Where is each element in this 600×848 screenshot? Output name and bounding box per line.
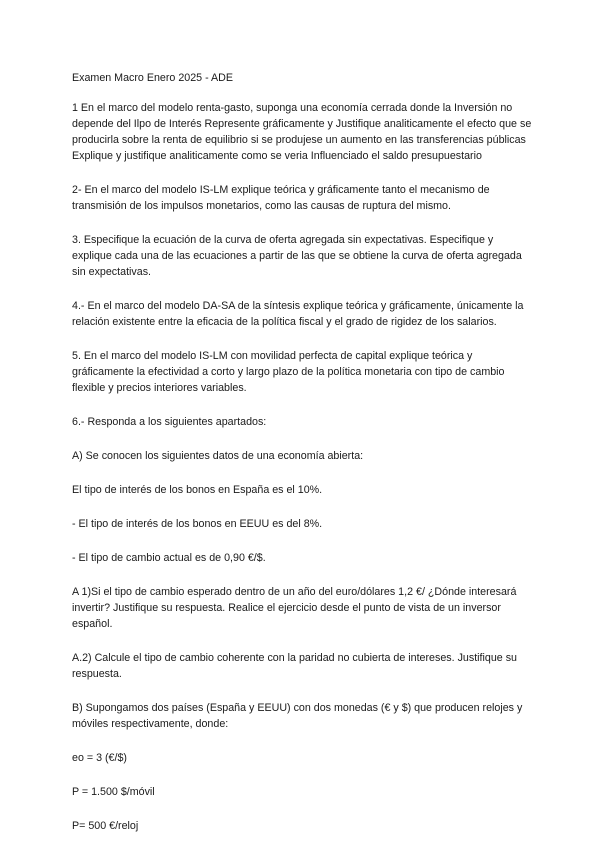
question-5: 5. En el marco del modelo IS-LM con movilidad perfecta de capital explique teórica y gráficamente la efectividad a corto y largo plazo de la política monetaria con tipo de cambio flexible y precios interiores variables. (72, 350, 505, 394)
data-line-exchange-rate: - El tipo de cambio actual es de 0,90 €/$. (72, 552, 266, 564)
question-4: 4.- En el marco del modelo DA-SA de la síntesis explique teórica y gráficamente, únicamente la relación existente entre la eficacia de la política fiscal y el grado de rigidez de los salarios. (72, 300, 524, 328)
question-a2: A.2) Calcule el tipo de cambio coherente con la paridad no cubierta de intereses. Justifique su respuesta. (72, 652, 517, 680)
section-a-intro: A) Se conocen los siguientes datos de una economía abierta: (72, 450, 364, 462)
exam-title: Examen Macro Enero 2025 - ADE (72, 72, 233, 84)
data-line-us-rate: - El tipo de interés de los bonos en EEUU es del 8%. (72, 518, 323, 530)
data-line-p-reloj: P= 500 €/reloj (72, 820, 139, 832)
data-line-spain-rate: El tipo de interés de los bonos en España es el 10%. (72, 484, 323, 496)
question-1: 1 En el marco del modelo renta-gasto, suponga una economía cerrada donde la Inversión no depende del Ilpo de Interés Represente gráficamente y Justifique analiticamente el efecto que se producirla sobre la renta de equilibrio si se produjese un aumento en las transferencias públicas Explique y justifique analiticamente como se veria Influenciado el saldo presupuestario (72, 102, 532, 162)
question-6-intro: 6.- Responda a los siguientes apartados: (72, 416, 267, 428)
question-3: 3. Especifique la ecuación de la curva de oferta agregada sin expectativas. Especifique y explique cada una de las ecuaciones a partir de las que se obtiene la curva de oferta agregada sin expectativas. (72, 234, 522, 278)
question-a1: A 1)Si el tipo de cambio esperado dentro de un año del euro/dólares 1,2 €/ ¿Dónde interesará invertir? Justifique su respuesta. Realice el ejercicio desde el punto de vista de un inversor español. (72, 586, 517, 630)
data-line-p-movil: P = 1.500 $/móvil (72, 786, 155, 798)
section-b-intro: B) Supongamos dos países (España y EEUU) con dos monedas (€ y $) que producen relojes y móviles respectivamente, donde: (72, 702, 523, 730)
data-line-eo: eo = 3 (€/$) (72, 752, 127, 764)
question-2: 2- En el marco del modelo IS-LM explique teórica y gráficamente tanto el mecanismo de transmisión de los impulsos monetarios, como las causas de ruptura del mismo. (72, 184, 490, 212)
